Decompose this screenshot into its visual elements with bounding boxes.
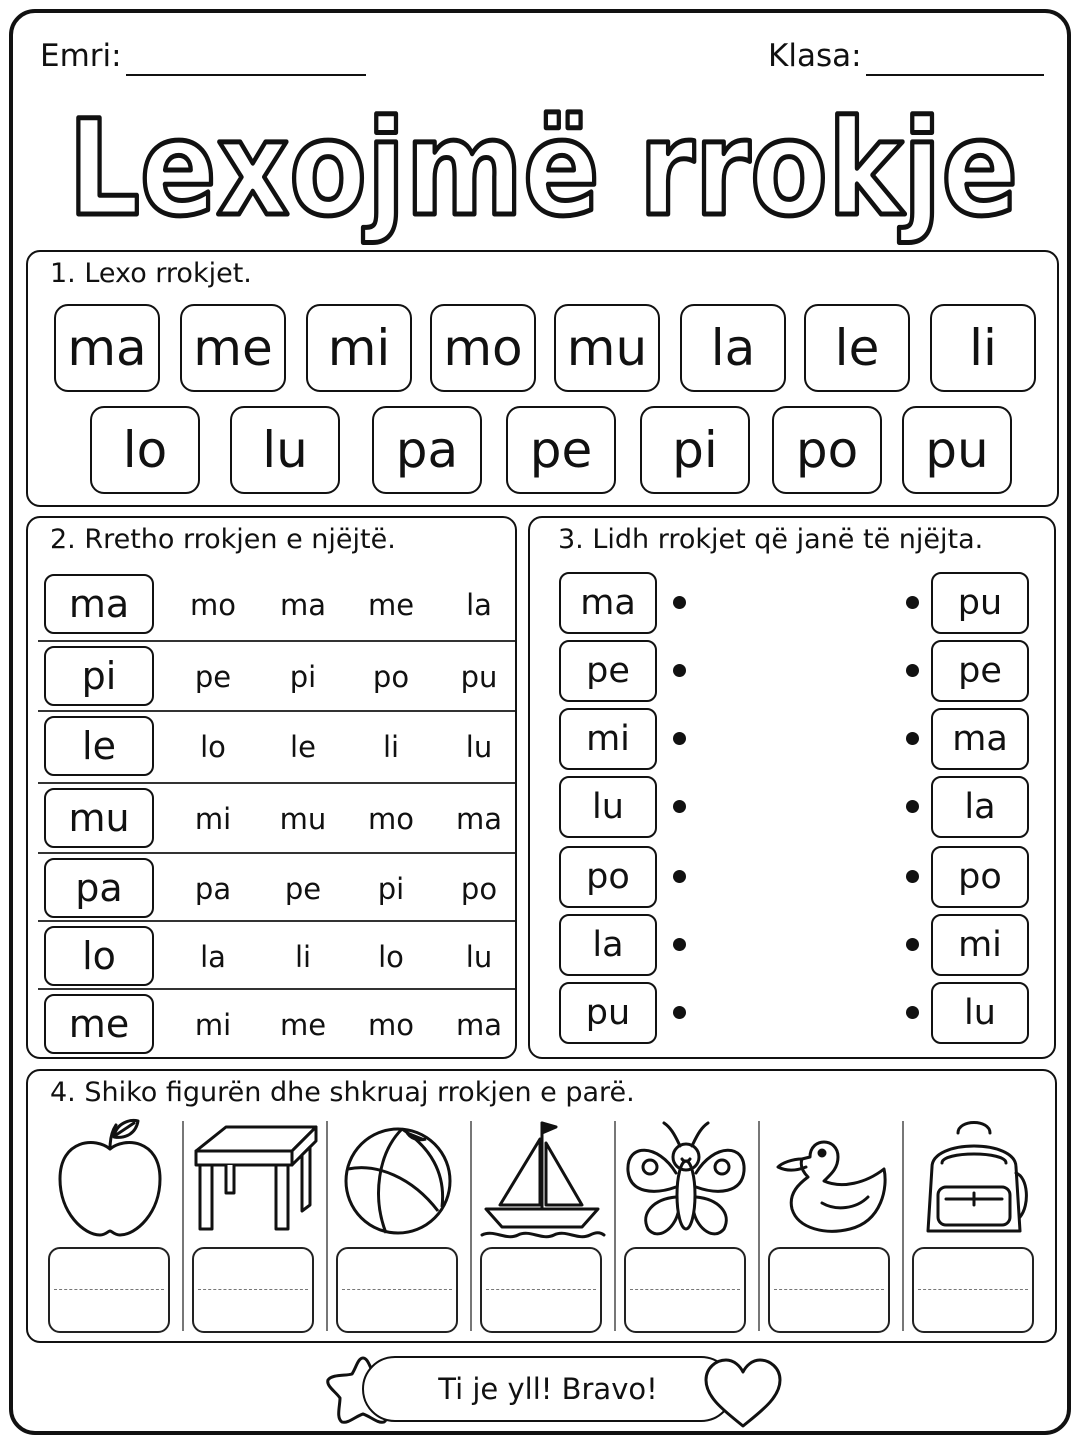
- answer-guide-line: [198, 1289, 308, 1290]
- syllable-card: li: [930, 304, 1036, 392]
- row-divider: [38, 710, 515, 712]
- match-left-syllable: mi: [559, 708, 657, 770]
- syllable-card: pu: [902, 406, 1012, 494]
- target-syllable: me: [44, 994, 154, 1054]
- target-syllable: mu: [44, 788, 154, 848]
- match-left-syllable: pe: [559, 640, 657, 702]
- syllable-option[interactable]: pi: [289, 660, 317, 694]
- syllable-option[interactable]: pe: [284, 872, 322, 906]
- target-syllable: le: [44, 716, 154, 776]
- match-left-syllable: pu: [559, 982, 657, 1044]
- match-right-dot[interactable]: [906, 1006, 919, 1019]
- match-right-syllable: po: [931, 846, 1029, 908]
- answer-box-ball[interactable]: [336, 1247, 458, 1333]
- name-label: Emri:: [40, 38, 122, 74]
- section-picture-syllables: [26, 1069, 1057, 1343]
- syllable-option[interactable]: ma: [279, 588, 327, 622]
- target-syllable: pi: [44, 646, 154, 706]
- row-divider: [38, 640, 515, 642]
- match-left-dot[interactable]: [673, 1006, 686, 1019]
- syllable-option[interactable]: mo: [190, 588, 236, 622]
- answer-guide-line: [486, 1289, 596, 1290]
- syllable-option[interactable]: po: [372, 660, 410, 694]
- row-divider: [38, 782, 515, 784]
- syllable-card: le: [804, 304, 910, 392]
- match-left-dot[interactable]: [673, 800, 686, 813]
- answer-box-boat[interactable]: [480, 1247, 602, 1333]
- match-right-syllable: mi: [931, 914, 1029, 976]
- section-1-title: 1. Lexo rrokjet.: [50, 258, 252, 289]
- syllable-option[interactable]: mu: [279, 802, 327, 836]
- answer-box-apple[interactable]: [48, 1247, 170, 1333]
- class-line[interactable]: [866, 74, 1044, 76]
- syllable-option[interactable]: lu: [465, 730, 493, 764]
- match-left-dot[interactable]: [673, 732, 686, 745]
- class-label: Klasa:: [768, 38, 862, 74]
- match-left-dot[interactable]: [673, 596, 686, 609]
- syllable-option[interactable]: me: [367, 588, 415, 622]
- syllable-option[interactable]: po: [460, 872, 498, 906]
- syllable-card: ma: [54, 304, 160, 392]
- match-right-syllable: lu: [931, 982, 1029, 1044]
- syllable-option[interactable]: pu: [460, 660, 498, 694]
- syllable-card: mu: [554, 304, 660, 392]
- syllable-option[interactable]: lo: [200, 730, 226, 764]
- section-read-syllables: [26, 250, 1059, 507]
- syllable-option[interactable]: li: [382, 730, 400, 764]
- duck-icon: [758, 1113, 902, 1243]
- section-match-syllables: [528, 516, 1056, 1059]
- target-syllable: ma: [44, 574, 154, 634]
- section-3-title: 3. Lidh rrokjet që janë të njëjta.: [558, 524, 984, 555]
- syllable-card: pe: [506, 406, 616, 494]
- syllable-card: mo: [430, 304, 536, 392]
- syllable-card: pi: [640, 406, 750, 494]
- answer-box-backpack[interactable]: [912, 1247, 1034, 1333]
- syllable-option[interactable]: mi: [194, 1008, 232, 1042]
- boat-icon: [470, 1113, 614, 1243]
- target-syllable: pa: [44, 858, 154, 918]
- ball-icon: [326, 1113, 470, 1243]
- column-divider: [326, 1121, 328, 1331]
- syllable-card: la: [680, 304, 786, 392]
- match-right-syllable: pe: [931, 640, 1029, 702]
- answer-guide-line: [342, 1289, 452, 1290]
- syllable-option[interactable]: ma: [455, 1008, 503, 1042]
- syllable-option[interactable]: pi: [377, 872, 405, 906]
- syllable-card: lu: [230, 406, 340, 494]
- match-left-dot[interactable]: [673, 664, 686, 677]
- syllable-option[interactable]: li: [294, 940, 312, 974]
- match-right-dot[interactable]: [906, 664, 919, 677]
- match-right-dot[interactable]: [906, 800, 919, 813]
- answer-guide-line: [54, 1289, 164, 1290]
- answer-box-butterfly[interactable]: [624, 1247, 746, 1333]
- syllable-card: me: [180, 304, 286, 392]
- column-divider: [182, 1121, 184, 1331]
- table-icon: [182, 1113, 326, 1243]
- row-divider: [38, 920, 515, 922]
- heart-icon: [700, 1354, 786, 1432]
- match-left-dot[interactable]: [673, 938, 686, 951]
- svg-text:Lexojmë rrokje: Lexojmë rrokje: [68, 92, 1018, 246]
- syllable-card: mi: [306, 304, 412, 392]
- syllable-option[interactable]: ma: [455, 802, 503, 836]
- match-right-dot[interactable]: [906, 938, 919, 951]
- syllable-option[interactable]: le: [290, 730, 316, 764]
- footer-praise: Ti je yll! Bravo!: [362, 1356, 734, 1422]
- syllable-option[interactable]: pe: [194, 660, 232, 694]
- syllable-option[interactable]: la: [466, 588, 492, 622]
- match-right-dot[interactable]: [906, 870, 919, 883]
- answer-box-duck[interactable]: [768, 1247, 890, 1333]
- butterfly-icon: [614, 1113, 758, 1243]
- section-circle-same: [26, 516, 517, 1059]
- match-right-syllable: pu: [931, 572, 1029, 634]
- syllable-card: lo: [90, 406, 200, 494]
- syllable-card: pa: [372, 406, 482, 494]
- match-right-syllable: la: [931, 776, 1029, 838]
- column-divider: [758, 1121, 760, 1331]
- syllable-card: po: [772, 406, 882, 494]
- match-left-dot[interactable]: [673, 870, 686, 883]
- answer-guide-line: [774, 1289, 884, 1290]
- row-divider: [38, 988, 515, 990]
- syllable-option[interactable]: lu: [465, 940, 493, 974]
- backpack-icon: [902, 1113, 1046, 1243]
- match-left-syllable: po: [559, 846, 657, 908]
- syllable-option[interactable]: mo: [368, 1008, 414, 1042]
- answer-guide-line: [630, 1289, 740, 1290]
- target-syllable: lo: [44, 926, 154, 986]
- match-right-dot[interactable]: [906, 596, 919, 609]
- match-right-dot[interactable]: [906, 732, 919, 745]
- syllable-option[interactable]: me: [279, 1008, 327, 1042]
- apple-icon: [38, 1113, 182, 1243]
- page-title: [30, 82, 1056, 250]
- match-left-syllable: ma: [559, 572, 657, 634]
- name-line[interactable]: [126, 74, 366, 76]
- answer-guide-line: [918, 1289, 1028, 1290]
- syllable-option[interactable]: lo: [378, 940, 404, 974]
- answer-box-table[interactable]: [192, 1247, 314, 1333]
- syllable-option[interactable]: pa: [194, 872, 232, 906]
- syllable-option[interactable]: la: [200, 940, 226, 974]
- syllable-option[interactable]: mo: [368, 802, 414, 836]
- match-left-syllable: la: [559, 914, 657, 976]
- section-2-title: 2. Rretho rrokjen e njëjtë.: [50, 524, 396, 555]
- match-right-syllable: ma: [931, 708, 1029, 770]
- section-4-title: 4. Shiko figurën dhe shkruaj rrokjen e parë.: [50, 1077, 635, 1108]
- row-divider: [38, 852, 515, 854]
- match-left-syllable: lu: [559, 776, 657, 838]
- column-divider: [902, 1121, 904, 1331]
- syllable-option[interactable]: mi: [194, 802, 232, 836]
- column-divider: [470, 1121, 472, 1331]
- column-divider: [614, 1121, 616, 1331]
